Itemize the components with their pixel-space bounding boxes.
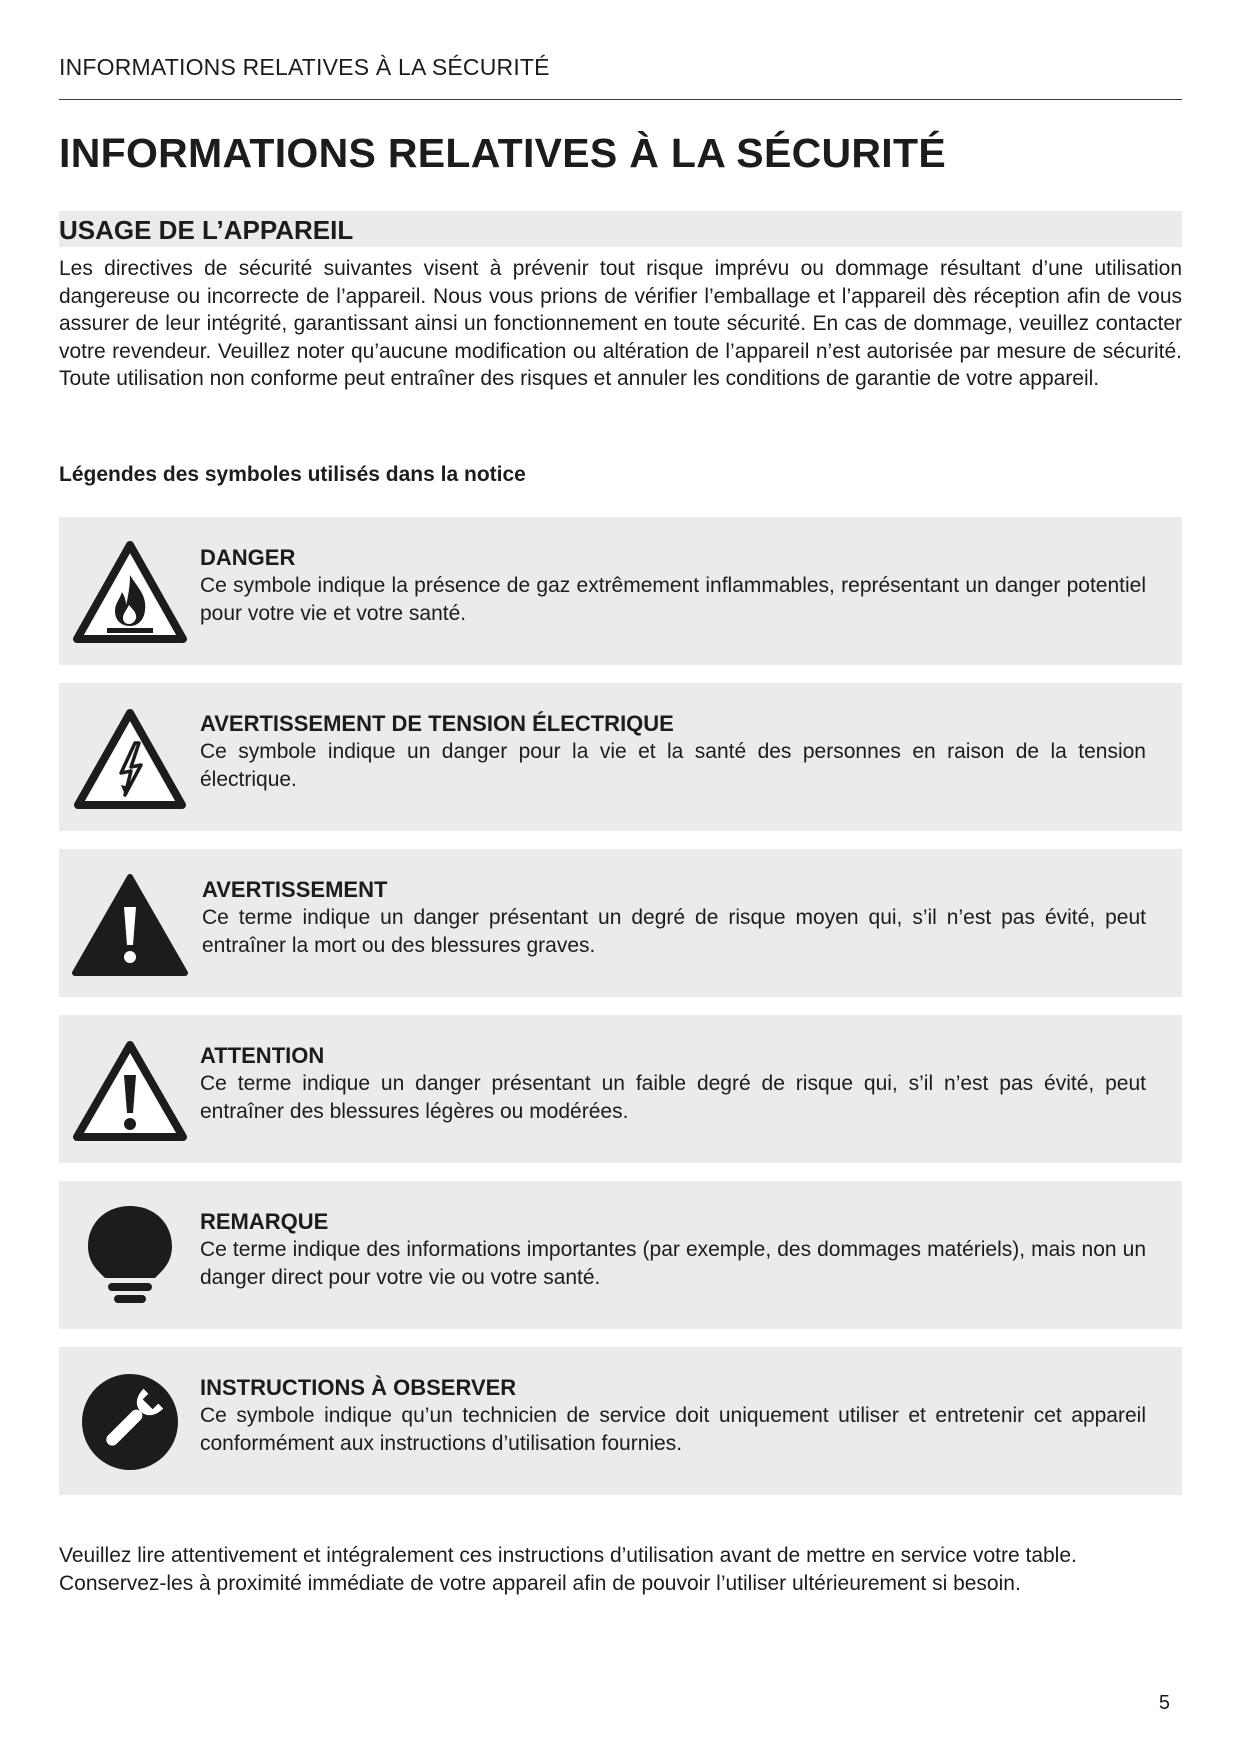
filled-warning-icon	[71, 871, 189, 977]
symbol-description: Ce terme indique un danger présentant un faible degré de risque qui, s’il n’est pas évité, peut entraîner des blessures légères ou modérées.	[200, 1072, 1146, 1123]
wrench-icon	[71, 1369, 189, 1475]
symbol-description: Ce symbole indique qu’un technicien de service doit uniquement utiliser et entretenir cet appareil conformément aux instructions d’utilisation fournies.	[200, 1404, 1146, 1455]
legend-title: Légendes des symboles utilisés dans la notice	[59, 463, 526, 486]
document-page	[59, 0, 1182, 1754]
running-header: INFORMATIONS RELATIVES À LA SÉCURITÉ	[59, 54, 550, 80]
symbol-box-attention	[59, 1015, 1182, 1163]
closing-paragraph: Veuillez lire attentivement et intégralement ces instructions d’utilisation avant de mettre en service votre table. Conservez-les à proximité immédiate de votre appareil afin de pouvoir l’utiliser ultérieurement si besoin.	[59, 1544, 1077, 1595]
symbol-text-attention	[200, 1042, 1146, 1125]
section-heading	[59, 211, 1182, 247]
symbol-description: Ce symbole indique un danger pour la vie et la santé des personnes en raison de la tension électrique.	[200, 740, 1146, 791]
symbol-title: REMARQUE	[200, 1209, 329, 1234]
header-divider	[59, 99, 1182, 100]
electrical-hazard-icon	[71, 705, 189, 811]
symbol-title: DANGER	[200, 545, 296, 570]
symbol-text-danger	[200, 544, 1146, 627]
symbol-box-remarque	[59, 1181, 1182, 1329]
symbol-description: Ce symbole indique la présence de gaz extrêmement inflammables, représentant un danger potentiel pour votre vie et votre santé.	[200, 574, 1146, 625]
symbol-box-avertissement	[59, 849, 1182, 997]
section-heading-text: USAGE DE L’APPAREIL	[59, 215, 354, 245]
page-title: INFORMATIONS RELATIVES À LA SÉCURITÉ	[59, 130, 946, 176]
symbol-title: INSTRUCTIONS À OBSERVER	[200, 1375, 517, 1400]
symbol-box-instructions	[59, 1347, 1182, 1495]
page-number: 5	[1158, 1692, 1170, 1714]
symbol-text-electrical	[200, 710, 1146, 793]
symbol-box-danger	[59, 517, 1182, 665]
symbol-text-avertissement	[202, 876, 1146, 959]
outline-warning-icon	[71, 1037, 189, 1143]
symbol-description: Ce terme indique des informations importantes (par exemple, des dommages matériels), mais non un danger direct pour votre vie ou votre santé.	[200, 1238, 1146, 1289]
symbol-description: Ce terme indique un danger présentant un degré de risque moyen qui, s’il n’est pas évité, peut entraîner la mort ou des blessures graves.	[202, 906, 1146, 957]
symbol-box-electrical	[59, 683, 1182, 831]
symbol-title: AVERTISSEMENT DE TENSION ÉLECTRIQUE	[200, 711, 674, 736]
intro-paragraph: Les directives de sécurité suivantes visent à prévenir tout risque imprévu ou dommage résultant d’une utilisation dangereuse ou incorrecte de l’appareil. Nous vous prions de vérifier l’emballage et l’appareil dès réception afin de vous assurer de leur intégrité, garantissant ainsi un fonctionnement en toute sécurité. En cas de dommage, veuillez contacter votre revendeur. Veuillez noter qu’aucune modification ou altération de l’appareil n’est autorisée par mesure de sécurité. Toute utilisation non conforme peut entraîner des risques et annuler les conditions de garantie de votre appareil.	[59, 257, 1182, 391]
symbol-text-instructions	[200, 1374, 1146, 1457]
symbol-title: ATTENTION	[200, 1043, 325, 1068]
symbol-title: AVERTISSEMENT	[202, 877, 388, 902]
symbol-text-remarque	[200, 1208, 1146, 1291]
flammable-warning-icon	[71, 539, 189, 645]
lightbulb-icon	[71, 1203, 189, 1309]
